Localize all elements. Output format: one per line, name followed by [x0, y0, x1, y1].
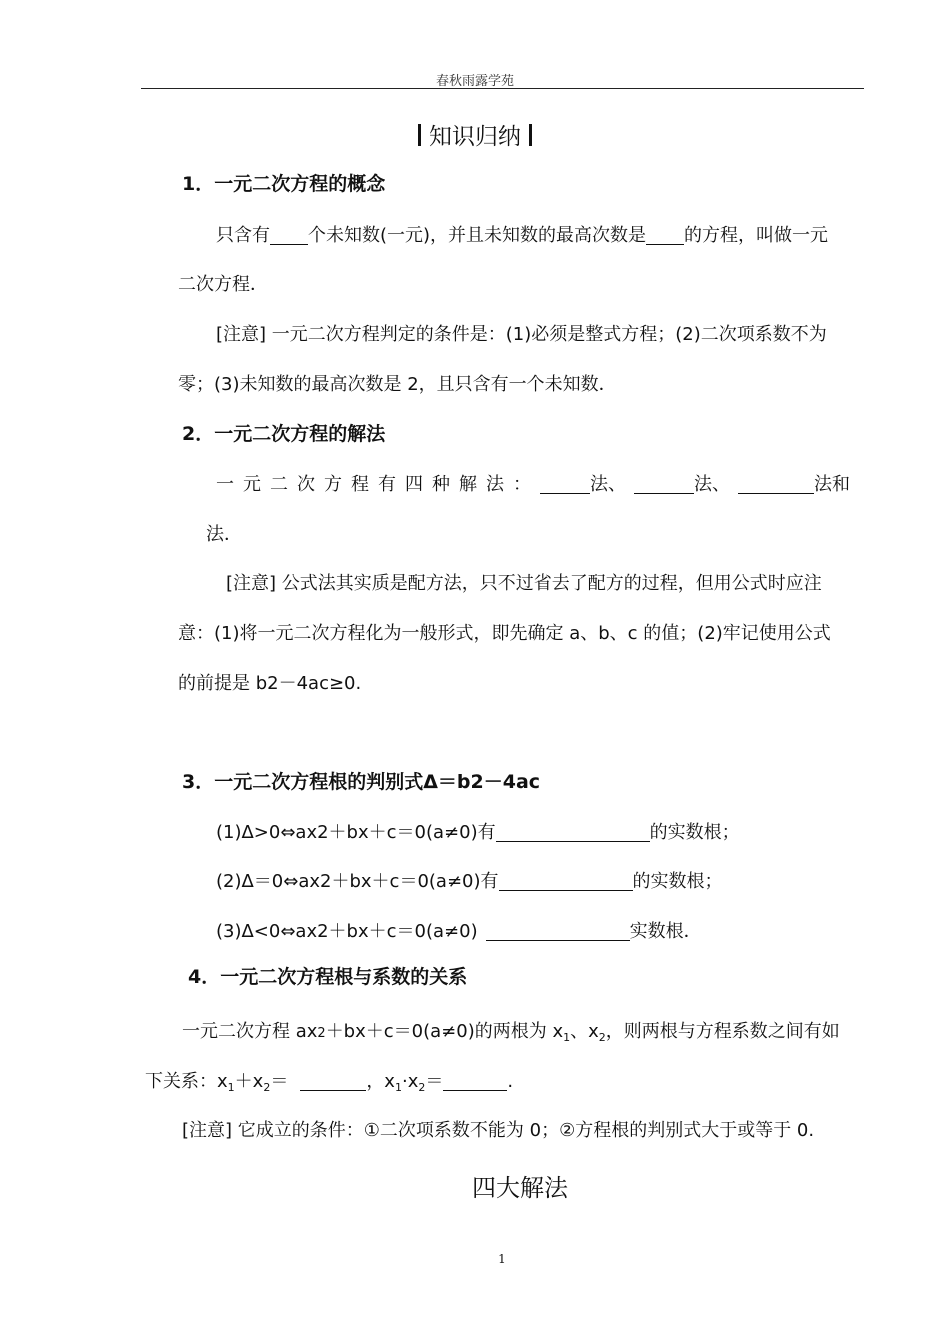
s4-line1 — [182, 1020, 840, 1050]
section-1-heading: 1．一元二次方程的概念 — [182, 173, 386, 195]
s4-l1a: 一元二次方程 ax — [182, 1021, 318, 1042]
page-number: 1 — [498, 1252, 506, 1266]
blank-roots-zero — [499, 872, 633, 891]
s1-p1a: 只含有 — [216, 225, 270, 246]
s1-note-line2: 零；(3)未知数的最高次数是 2，且只含有一个未知数． — [178, 374, 617, 395]
blank-product-of-roots — [443, 1072, 507, 1091]
s2-note-line3: 的前提是 b2－4ac≥0. — [178, 673, 362, 694]
blank-roots-negative — [486, 922, 630, 941]
s1-para1-line1 — [216, 224, 828, 248]
blank-sum-of-roots — [300, 1072, 366, 1091]
blank-unknown-count — [270, 226, 308, 245]
s3-i3a: (3)Δ<0⇔ax2＋bx＋c＝0(a≠0) — [216, 921, 478, 942]
s4-l1c: 、x — [570, 1021, 599, 1042]
s3-i2a: (2)Δ＝0⇔ax2＋bx＋c＝0(a≠0)有 — [216, 871, 499, 892]
s1-para1-line2: 二次方程． — [178, 274, 268, 295]
s4-l2s2: 2 — [263, 1081, 271, 1094]
s4-l2e: ·x — [401, 1071, 419, 1092]
s2-lead: 一元二次方程有四种解法： — [216, 474, 540, 495]
header-rule — [141, 88, 864, 89]
s4-l2f: ＝ — [425, 1071, 444, 1092]
s2-note-line1: [注意] 公式法其实质是配方法，只不过省去了配方的过程，但用公式时应注 — [226, 573, 822, 594]
s2-method-4: 法． — [206, 524, 242, 545]
s2-note-line2: 意：(1)将一元二次方程化为一般形式，即先确定 a、b、c 的值；(2)牢记使用公式 — [178, 623, 831, 644]
s4-l1s1: 1 — [563, 1031, 571, 1044]
s2-fb: 法、 — [694, 474, 730, 495]
s4-l2a: 下关系：x — [145, 1071, 228, 1092]
blank-method-2 — [634, 475, 694, 494]
s4-l1s2: 2 — [598, 1031, 606, 1044]
blank-method-1 — [540, 475, 590, 494]
title-text: 知识归纳 — [429, 124, 521, 150]
s2-fc: 法和 — [814, 474, 850, 495]
s4-l2g: . — [507, 1071, 514, 1092]
s1-note-line1: [注意] 一元二次方程判定的条件是：(1)必须是整式方程；(2)二次项系数不为 — [216, 324, 827, 345]
s3-i3b: 实数根． — [629, 921, 702, 942]
s4-note: [注意] 它成立的条件：①二次项系数不能为 0；②方程根的判别式大于或等于 0. — [182, 1120, 815, 1141]
s4-l1sup: 2 — [317, 1026, 326, 1041]
section-4-heading: 4．一元二次方程根与系数的关系 — [188, 966, 468, 988]
s4-l1b: ＋bx＋c＝0(a≠0)的两根为 x — [325, 1021, 564, 1042]
s4-line2 — [145, 1070, 513, 1100]
s4-l2s1: 1 — [227, 1081, 235, 1094]
s3-item-2 — [216, 870, 723, 894]
page-title — [0, 118, 950, 151]
s1-p1b: 个未知数(一元)，并且未知数的最高次数是 — [308, 225, 647, 246]
s3-i1b: 的实数根； — [649, 822, 740, 843]
s3-i1a: (1)Δ>0⇔ax2＋bx＋c＝0(a≠0)有 — [216, 822, 496, 843]
title-bar-right — [529, 124, 532, 146]
s4-l2s3: 1 — [394, 1081, 402, 1094]
section-title: 四大解法 — [472, 1174, 568, 1202]
section-2-heading: 2．一元二次方程的解法 — [182, 423, 386, 445]
s2-fa: 法、 — [590, 474, 626, 495]
section-3-heading: 3．一元二次方程根的判别式Δ＝b2－4ac — [182, 771, 541, 793]
s4-l1d: ，则两根与方程系数之间有如 — [605, 1021, 840, 1042]
s4-l2s4: 2 — [418, 1081, 426, 1094]
s4-l2d: ，x — [366, 1071, 395, 1092]
page-header: 春秋雨露学苑 — [435, 74, 514, 89]
s3-item-1 — [216, 821, 740, 845]
blank-highest-degree — [646, 226, 684, 245]
s2-methods-line — [216, 473, 850, 497]
s4-l2b: ＋x — [234, 1071, 264, 1092]
s3-item-3 — [216, 920, 702, 944]
s3-i2b: 的实数根； — [632, 871, 723, 892]
s1-p1c: 的方程，叫做一元 — [684, 225, 829, 246]
blank-method-3 — [738, 475, 814, 494]
s4-l2c: ＝ — [270, 1071, 289, 1092]
title-bar-left — [418, 124, 421, 146]
blank-roots-positive — [496, 823, 650, 842]
